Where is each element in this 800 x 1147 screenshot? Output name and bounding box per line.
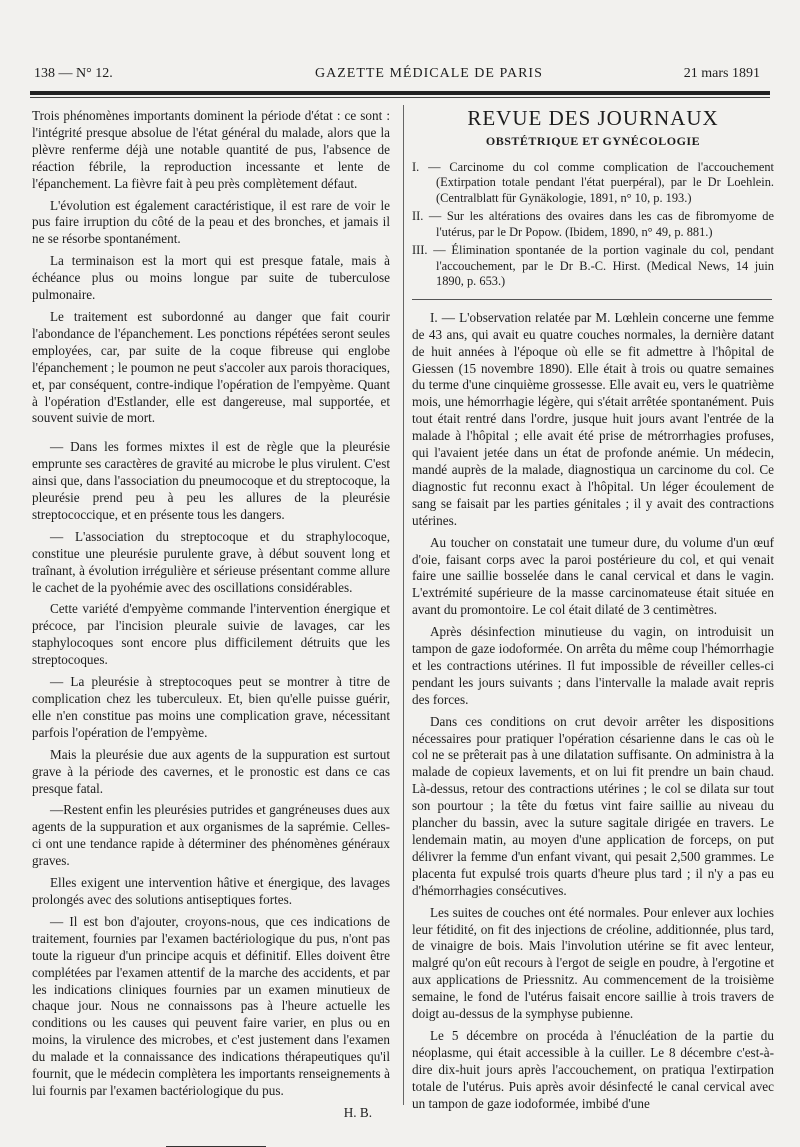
paragraph: Le traitement est subordonné au danger que fait courir l'abondance de l'épanchement. Les ponctions répétées seront seules employées, car, par suite de la coque fibreuse qui englobe l'épanchement ; le poumon ne peut s'accoler aux parois thoraciques, et, par conséquent, contre-indique l'opération de l'empyème. Quant à l'opération d'Estlander, elle est dangereuse, mal supportée, et souvent suivie de mort. [32, 308, 390, 426]
journal-title: GAZETTE MÉDICALE DE PARIS [315, 66, 543, 81]
section-rule [412, 299, 772, 300]
issue-date: 21 mars 1891 [683, 66, 760, 81]
right-column [412, 108, 774, 1118]
page-number: 138 — N° 12. [34, 66, 113, 81]
paragraph: Mais la pleurésie due aux agents de la suppuration est surtout grave à la période des cavernes, et le pronostic est dans ce cas presque fatal. [32, 746, 390, 796]
paragraph: —Restent enfin les pleurésies putrides et gangréneuses dues aux agents de la suppuration et aux organismes de la saprémie. Celles-ci ont une tendance rapide à déterminer des phénomènes généraux graves. [32, 802, 390, 869]
reference-item: III. — Élimination spontanée de la portion vaginale du col, pendant l'accouchement, par le Dr B.-C. Hirst. (Medical News, 14 juin 1890, p. 653.) [412, 243, 774, 289]
reference-item: I. — Carcinome du col comme complication de l'accouchement (Extirpation totale pendant l'état puerpéral), par le Dr Loehlein. (Centralblatt für Gynäkologie, 1891, n° 10, p. 193.) [412, 159, 774, 205]
paragraph: L'évolution est également caractéristique, il est rare de voir le pus faire irruption du côté de la peau et des bronches, et jamais il ne se résorbe spontanément. [32, 197, 390, 247]
reference-item: II. — Sur les altérations des ovaires dans les cas de fibromyome de l'utérus, par le Dr Popow. (Ibidem, 1890, n° 49, p. 881.) [412, 209, 774, 239]
column-divider [403, 105, 404, 1105]
signature: H. B. [343, 1104, 372, 1120]
paragraph: I. — L'observation relatée par M. Lœhlein concerne une femme de 43 ans, qui avait eu quatre couches normales, la dernière datant de huit années à l'époque où elle se fit admettre à l'hôpital de Giessen (15 novembre 1890). Elle était à trois ou quatre semaines du terme d'une cinquième grossesse. Elle avait eu, vers le quatrième mois, une hémorrhagie légère, qui s'était arrêtée spontanément. Puis tout était rentré dans l'ordre, jusque huit jours avant l'entrée de la malade à l'hôpital ; elle avait été prise de métrorrhagies profuses, qui l'avaient jetée dans un état de profonde anémie. Un médecin, mandé auprès de la malade, diagnostiqua un carcinome du col. Ce diagnostic fut reconnu exact à l'hôpital. Un léger écoulement de sang se faisait par les parties génitales ; il y avait des contractions utérines. [412, 309, 774, 528]
paragraph: Après désinfection minutieuse du vagin, on introduisit un tampon de gaze iodoformée. On arrêta du même coup l'hémorrhagie et les contractions utérines. Il fut impossible de réveiller celles-ci pendant les jours suivants ; dans l'intervalle la malade avait repris des forces. [412, 624, 774, 707]
paragraph: La terminaison est la mort qui est presque fatale, mais à échéance plus ou moins longue par suite de tuberculose pulmonaire. [32, 253, 390, 303]
section-subtitle: OBSTÉTRIQUE ET GYNÉCOLOGIE [485, 133, 701, 148]
paragraph: Dans ces conditions on crut devoir arrêter les dispositions nécessaires pour pratiquer l'opération césarienne dans le cas où le col ne se prêterait pas à une dilatation suffisante. On administra à la malade de copieux lavements, et on lui fit prendre un bain chaud. Là-dessus, retour des contractions utérines ; le col se dilata sur tout son pourtour ; la tête du fœtus vint faire saillie au niveau du plancher du bassin, avec la suture sagitale dirigée en travers. Le lendemain matin, au moyen d'une application de forceps, on put délivrer la femme d'un enfant vivant, qui pesait 2,500 grammes. Le placenta fut expulsé trois quarts d'heure plus tard ; il n'y a pas eu d'hémorrhagies consécutives. [412, 713, 774, 898]
paragraph: Au toucher on constatait une tumeur dure, du volume d'un œuf d'oie, faisant corps avec la paroi postérieure du col, et qui venait faire une saillie bosselée dans le canal cervical et dans le vagin. L'extrémité supérieure de la masse carcinomateuse était située en avant du promontoire. Le col était dilaté de 3 centimètres. [412, 534, 774, 618]
paragraph: Les suites de couches ont été normales. Pour enlever aux lochies leur fétidité, on fit des injections de créoline, additionnée, plus tard, de vinaigre de bois. Mais l'involution utérine se fit avec lenteur, malgré qu'on eût recours à l'ergot de seigle en poudre, à l'ergotine et aux applications de Priessnitz. Au commencement de la troisième semaine, le fond de l'utérus faisait encore saillie à trois travers de doigt au-dessus de la symphyse pubienne. [412, 904, 774, 1022]
paragraph: — Dans les formes mixtes il est de règle que la pleurésie emprunte ses caractères de gravité au microbe le plus virulent. C'est ainsi que, dans l'association du pneumocoque et du streptocoque, la pleurésie prend peu à peu les allures de la pleurésie streptococcique, et en présente tous les dangers. [32, 439, 390, 522]
header-rule-thin [30, 97, 770, 98]
paragraph: — La pleurésie à streptocoques peut se montrer à titre de complication chez les tuberculeux. Et, bien qu'elle puisse guérir, elle n'en constitue pas moins une complication grave, nécessitant parfois l'opération de l'empyème. [32, 674, 390, 740]
reference-list [412, 160, 774, 290]
section-title: REVUE DES JOURNAUX [467, 106, 719, 130]
left-column [32, 108, 390, 1147]
paragraph: Cette variété d'empyème commande l'intervention énergique et précoce, par l'incision pleurale suivie de lavages, car les staphylocoques sont encore plus difficilement détruits que les streptocoques. [32, 601, 390, 668]
paragraph: Elles exigent une intervention hâtive et énergique, des lavages prolongés avec des solutions antiseptiques fortes. [32, 875, 390, 907]
paragraph: — Il est bon d'ajouter, croyons-nous, que ces indications de traitement, fournies par l'examen bactériologique du pus, n'ont pas toute la rigueur d'un principe acquis et définitif. Elles doivent être complétées par l'examen attentif de la marche des accidents, et par les indications cliniques fournies par un examen minutieux de chaque jour. Nous ne connaissons pas à l'heure actuelle les conditions ou les causes qui peuvent faire varier, en plus ou en moins, la virulence des microbes, et c'est justement dans l'examen du malade et la connaissance des indications thérapeutiques qu'il fournit, que le médecin complètera les importants renseignements à lui fournis par l'examen bactériologique du pus. [32, 913, 390, 1098]
paragraph: Le 5 décembre on procéda à l'énucléation de la partie du néoplasme, qui était accessible à la cuiller. Le 8 décembre c'est-à-dire dix-huit jours après l'accouchement, on pratiqua l'extirpation totale de l'utérus. Puis après avoir désinfecté le canal cervical avec un tampon de gaze iodoformée, imbibé d'une [412, 1027, 774, 1111]
header-rule [30, 91, 770, 95]
paragraph: Trois phénomènes importants dominent la période d'état : ce sont : l'intégrité presque absolue de l'état général du malade, alors que la plèvre renferme déjà une notable quantité de pus, l'absence de réaction fébrile, la reproduction incessante et lente de l'épanchement. La fièvre fait à peu près complètement défaut. [32, 108, 390, 191]
paragraph: — L'association du streptocoque et du straphylocoque, constitue une pleurésie purulente grave, à début souvent long et traînant, à évolution irrégulière et sérieuse présentant comme allure le cachet de la pyohémie avec des oscillations considérables. [32, 528, 390, 595]
page-header [30, 66, 760, 88]
